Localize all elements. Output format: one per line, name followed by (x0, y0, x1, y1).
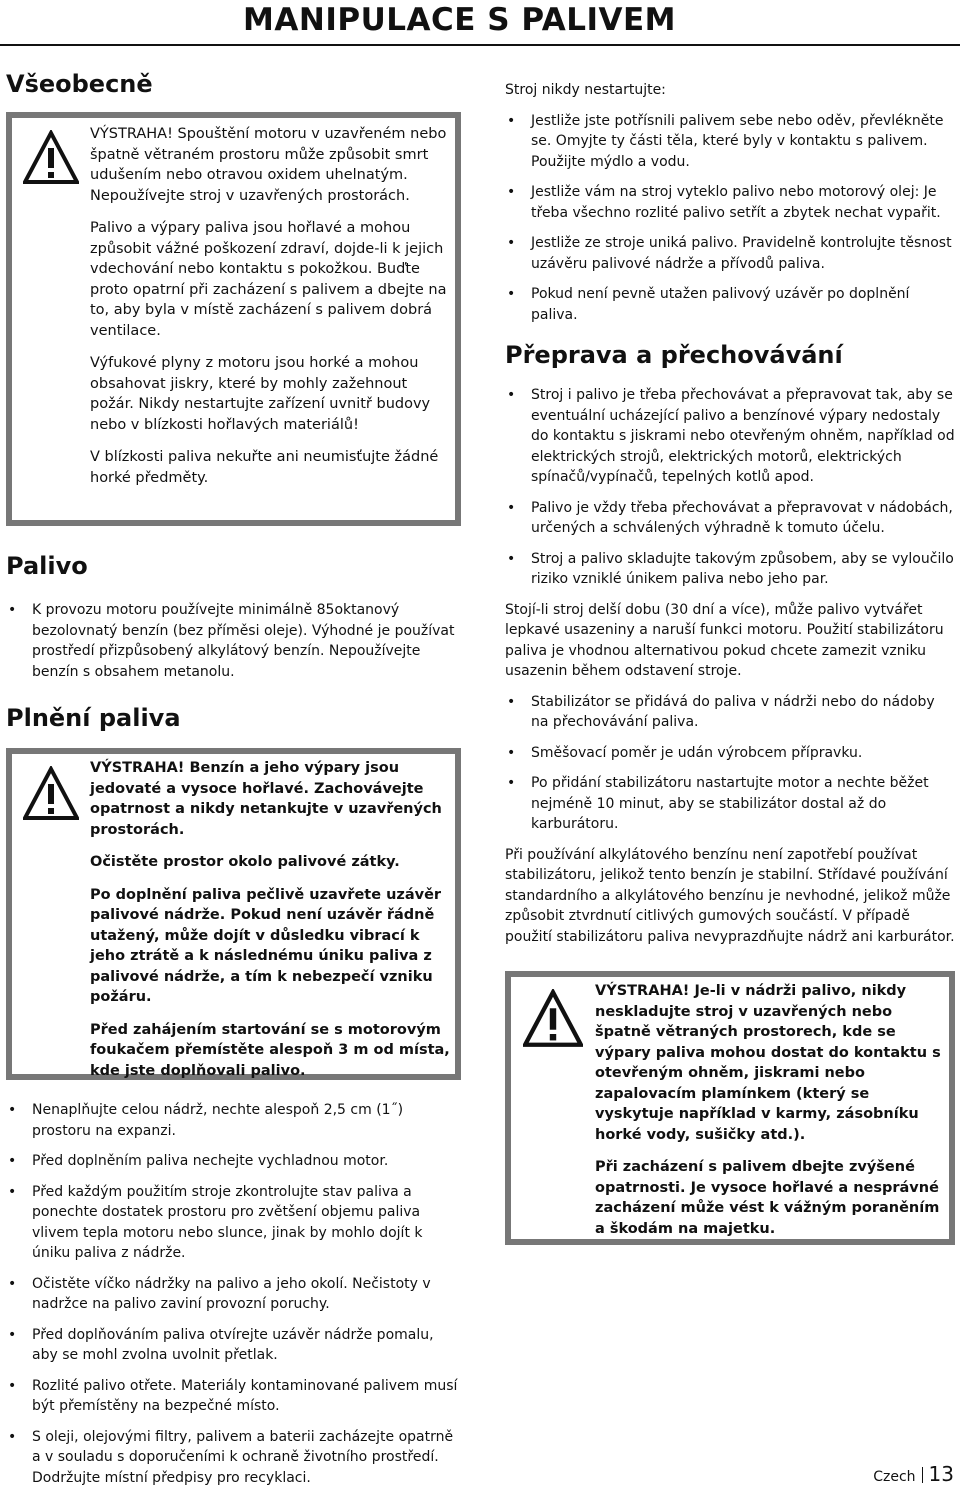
heading-transport: Přeprava a přechovávání (505, 341, 843, 369)
right-column (505, 80, 955, 1245)
list-item: • Nenaplňujte celou nádrž, nechte alespoň 2,5 cm (1˝) prostoru na expanzi. (6, 1100, 461, 1141)
list-item: • Před doplňováním paliva otvírejte uzávěr nádrže pomalu, aby se mohl zvolna uvolnit přetlak. (6, 1325, 461, 1366)
footer-divider (922, 1467, 923, 1483)
warning-box-general (6, 112, 461, 526)
list-item: • Jestliže ze stroje uniká palivo. Pravidelně kontrolujte těsnost uzávěru palivové nádrže a přívodů paliva. (505, 233, 955, 274)
warning-box-filling (6, 748, 461, 1080)
list-item: • Rozlité palivo otřete. Materiály kontaminované palivem musí být přemístěny na bezpečné místo. (6, 1376, 461, 1417)
warning-text: Očistěte prostor okolo palivové zátky. (90, 854, 400, 870)
never-start-list (505, 111, 955, 326)
warning-text: Před zahájením startování se s motorovým foukačem přemístěte alespoň 3 m od místa, kde jste doplňovali palivo. (90, 1021, 450, 1079)
warning-triangle-icon (511, 977, 595, 1239)
list-item: • Před každým použitím stroje zkontrolujte stav paliva a ponechte dostatek prostoru pro zvětšení objemu paliva vlivem tepla motoru nebo slunce, jinak by mohlo dojít k úniku paliva z nádrže. (6, 1182, 461, 1264)
list-item: • S oleji, olejovými filtry, palivem a baterii zacházejte opatrně a v souladu s doporučeními k ochraně životního prostředí. Dodržujte místní předpisy pro recyklaci. (6, 1427, 461, 1489)
header-rule (0, 44, 960, 46)
storage-paragraph: Stojí-li stroj delší dobu (30 dní a více), může palivo vytvářet lepkavé usazeniny a naruší funkci motoru. Použití stabilizátoru paliva je vhodnou alternativou pokud chcete zamezit vzniku usazenin během odstavení stroje. (505, 601, 944, 679)
fuel-list (6, 600, 461, 682)
list-item: • Jestliže vám na stroj vyteklo palivo nebo motorový olej: Je třeba všechno rozlité palivo setřít a zbytek nechat vypařit. (505, 182, 955, 223)
warning-box-storage (505, 971, 955, 1245)
list-item: • Stroj i palivo je třeba přechovávat a přepravovat tak, aby se eventuální ucházející palivo a benzínové výpary nedostaly do kontaktu s jiskrami nebo otevřeným ohněm, například od elektrických strojů, elektrických motorů, elektrických spínačů/vypínačů, tepelných kotlů apod. (505, 385, 955, 488)
list-item: • Pokud není pevně utažen palivový uzávěr po doplnění paliva. (505, 284, 955, 325)
warning-text: VÝSTRAHA! Benzín a jeho výpary jsou jedovaté a vysoce hořlavé. Zachovávejte opatrnost a nikdy netankujte v uzavřených prostorách. (90, 760, 442, 838)
warning-triangle-icon (12, 754, 90, 1074)
list-item: • Stroj a palivo skladujte takovým způsobem, aby se vyloučilo riziko vzniklé únikem paliva nebo jeho par. (505, 549, 955, 590)
warning-text: Při zacházení s palivem dbejte zvýšené opatrnosti. Je vysoce hořlavé a nesprávné zacházení může vést k vážným poraněním a škodám na majetku. (595, 1159, 940, 1237)
never-start-intro: Stroj nikdy nestartujte: (505, 82, 666, 98)
list-item: • Očistěte víčko nádržky na palivo a jeho okolí. Nečistoty v nadržce na palivo zaviní provozní poruchy. (6, 1274, 461, 1315)
heading-filling: Plnění paliva (6, 704, 181, 732)
page-number: 13 (928, 1462, 954, 1486)
warning-text: Výfukové plyny z motoru jsou horké a mohou obsahovat jiskry, které by mohly zažehnout požár. Nikdy nestartujte zařízení uvnitř budovy nebo v blízkosti hořlavých materiálů! (90, 355, 431, 433)
stabilizer-list (505, 692, 955, 835)
filling-list (6, 1100, 461, 1488)
page-footer (873, 1462, 954, 1486)
page-title: MANIPULACE S PALIVEM (243, 2, 676, 38)
warning-text: VÝSTRAHA! Je-li v nádrži palivo, nikdy neskladujte stroj v uzavřených nebo špatně větraných prostorech, kde se výpary paliva mohou dostat do kontaktu s otevřeným ohněm, jiskrami nebo zapalovacím plamínkem (který se vyskytuje například v karmy, zásobníku horké vody, sušičky atd.). (595, 983, 941, 1143)
list-item: • Stabilizátor se přidává do paliva v nádrži nebo do nádoby na přechovávání paliva. (505, 692, 955, 733)
list-item: • Po přidání stabilizátoru nastartujte motor a nechte běžet nejméně 10 minut, aby se stabilizátor dostal až do karburátoru. (505, 773, 955, 835)
warning-text: V blízkosti paliva nekuřte ani neumisťujte žádné horké předměty. (90, 449, 439, 486)
alkylate-paragraph: Při používání alkylátového benzínu není zapotřebí používat stabilizátoru, jelikož tento benzín je stabilní. Střídavé používání standardního a alkylátového benzínu je nevhodné, jelikož může způsobit ztvrdnutí citlivých gumových součástí. V případě použití stabilizátoru paliva nevyprazdňujte nádrž ani karburátor. (505, 846, 955, 945)
warning-text: Palivo a výpary paliva jsou hořlavé a mohou způsobit vážné poškození zdraví, dojde-li k jejich vdechování nebo kontaktu s pokožkou. Buďte proto opatrní při zacházení s palivem a dbejte na to, aby byla v místě zacházení s palivem dobrá ventilace. (90, 220, 447, 339)
list-item: • Směšovací poměr je udán výrobcem přípravku. (505, 743, 955, 764)
list-item: • K provozu motoru používejte minimálně 85oktanový bezolovnatý benzín (bez příměsi oleje). Výhodné je používat prostředí přizpůsobený alkylátový benzín. Nepoužívejte benzín s obsahem metanolu. (6, 600, 461, 682)
list-item: • Jestliže jste potřísnili palivem sebe nebo oděv, převlékněte se. Omyjte ty části těla, které byly v kontaktu s palivem. Použijte mýdlo a vodu. (505, 111, 955, 173)
heading-general: Všeobecně (6, 70, 153, 98)
warning-triangle-icon (12, 118, 90, 520)
transport-list (505, 385, 955, 590)
list-item: • Před doplněním paliva nechejte vychladnou motor. (6, 1151, 461, 1172)
list-item: • Palivo je vždy třeba přechovávat a přepravovat v nádobách, určených a schválených výhradně k tomuto účelu. (505, 498, 955, 539)
heading-fuel: Palivo (6, 552, 88, 580)
left-column (6, 70, 461, 1498)
warning-text: VÝSTRAHA! Spouštění motoru v uzavřeném nebo špatně větraném prostoru může způsobit smrt udušením nebo otravou oxidem uhelnatým. Nepoužívejte stroj v uzavřených prostorách. (90, 126, 447, 204)
warning-text: Po doplnění paliva pečlivě uzavřete uzávěr palivové nádrže. Pokud není uzávěr řádně utažený, může dojít v důsledku vibrací k jeho ztrátě a k následnému úniku paliva z palivové nádrže, a tím k nebezpečí vzniku požáru. (90, 886, 442, 1005)
footer-language: Czech (873, 1469, 916, 1485)
